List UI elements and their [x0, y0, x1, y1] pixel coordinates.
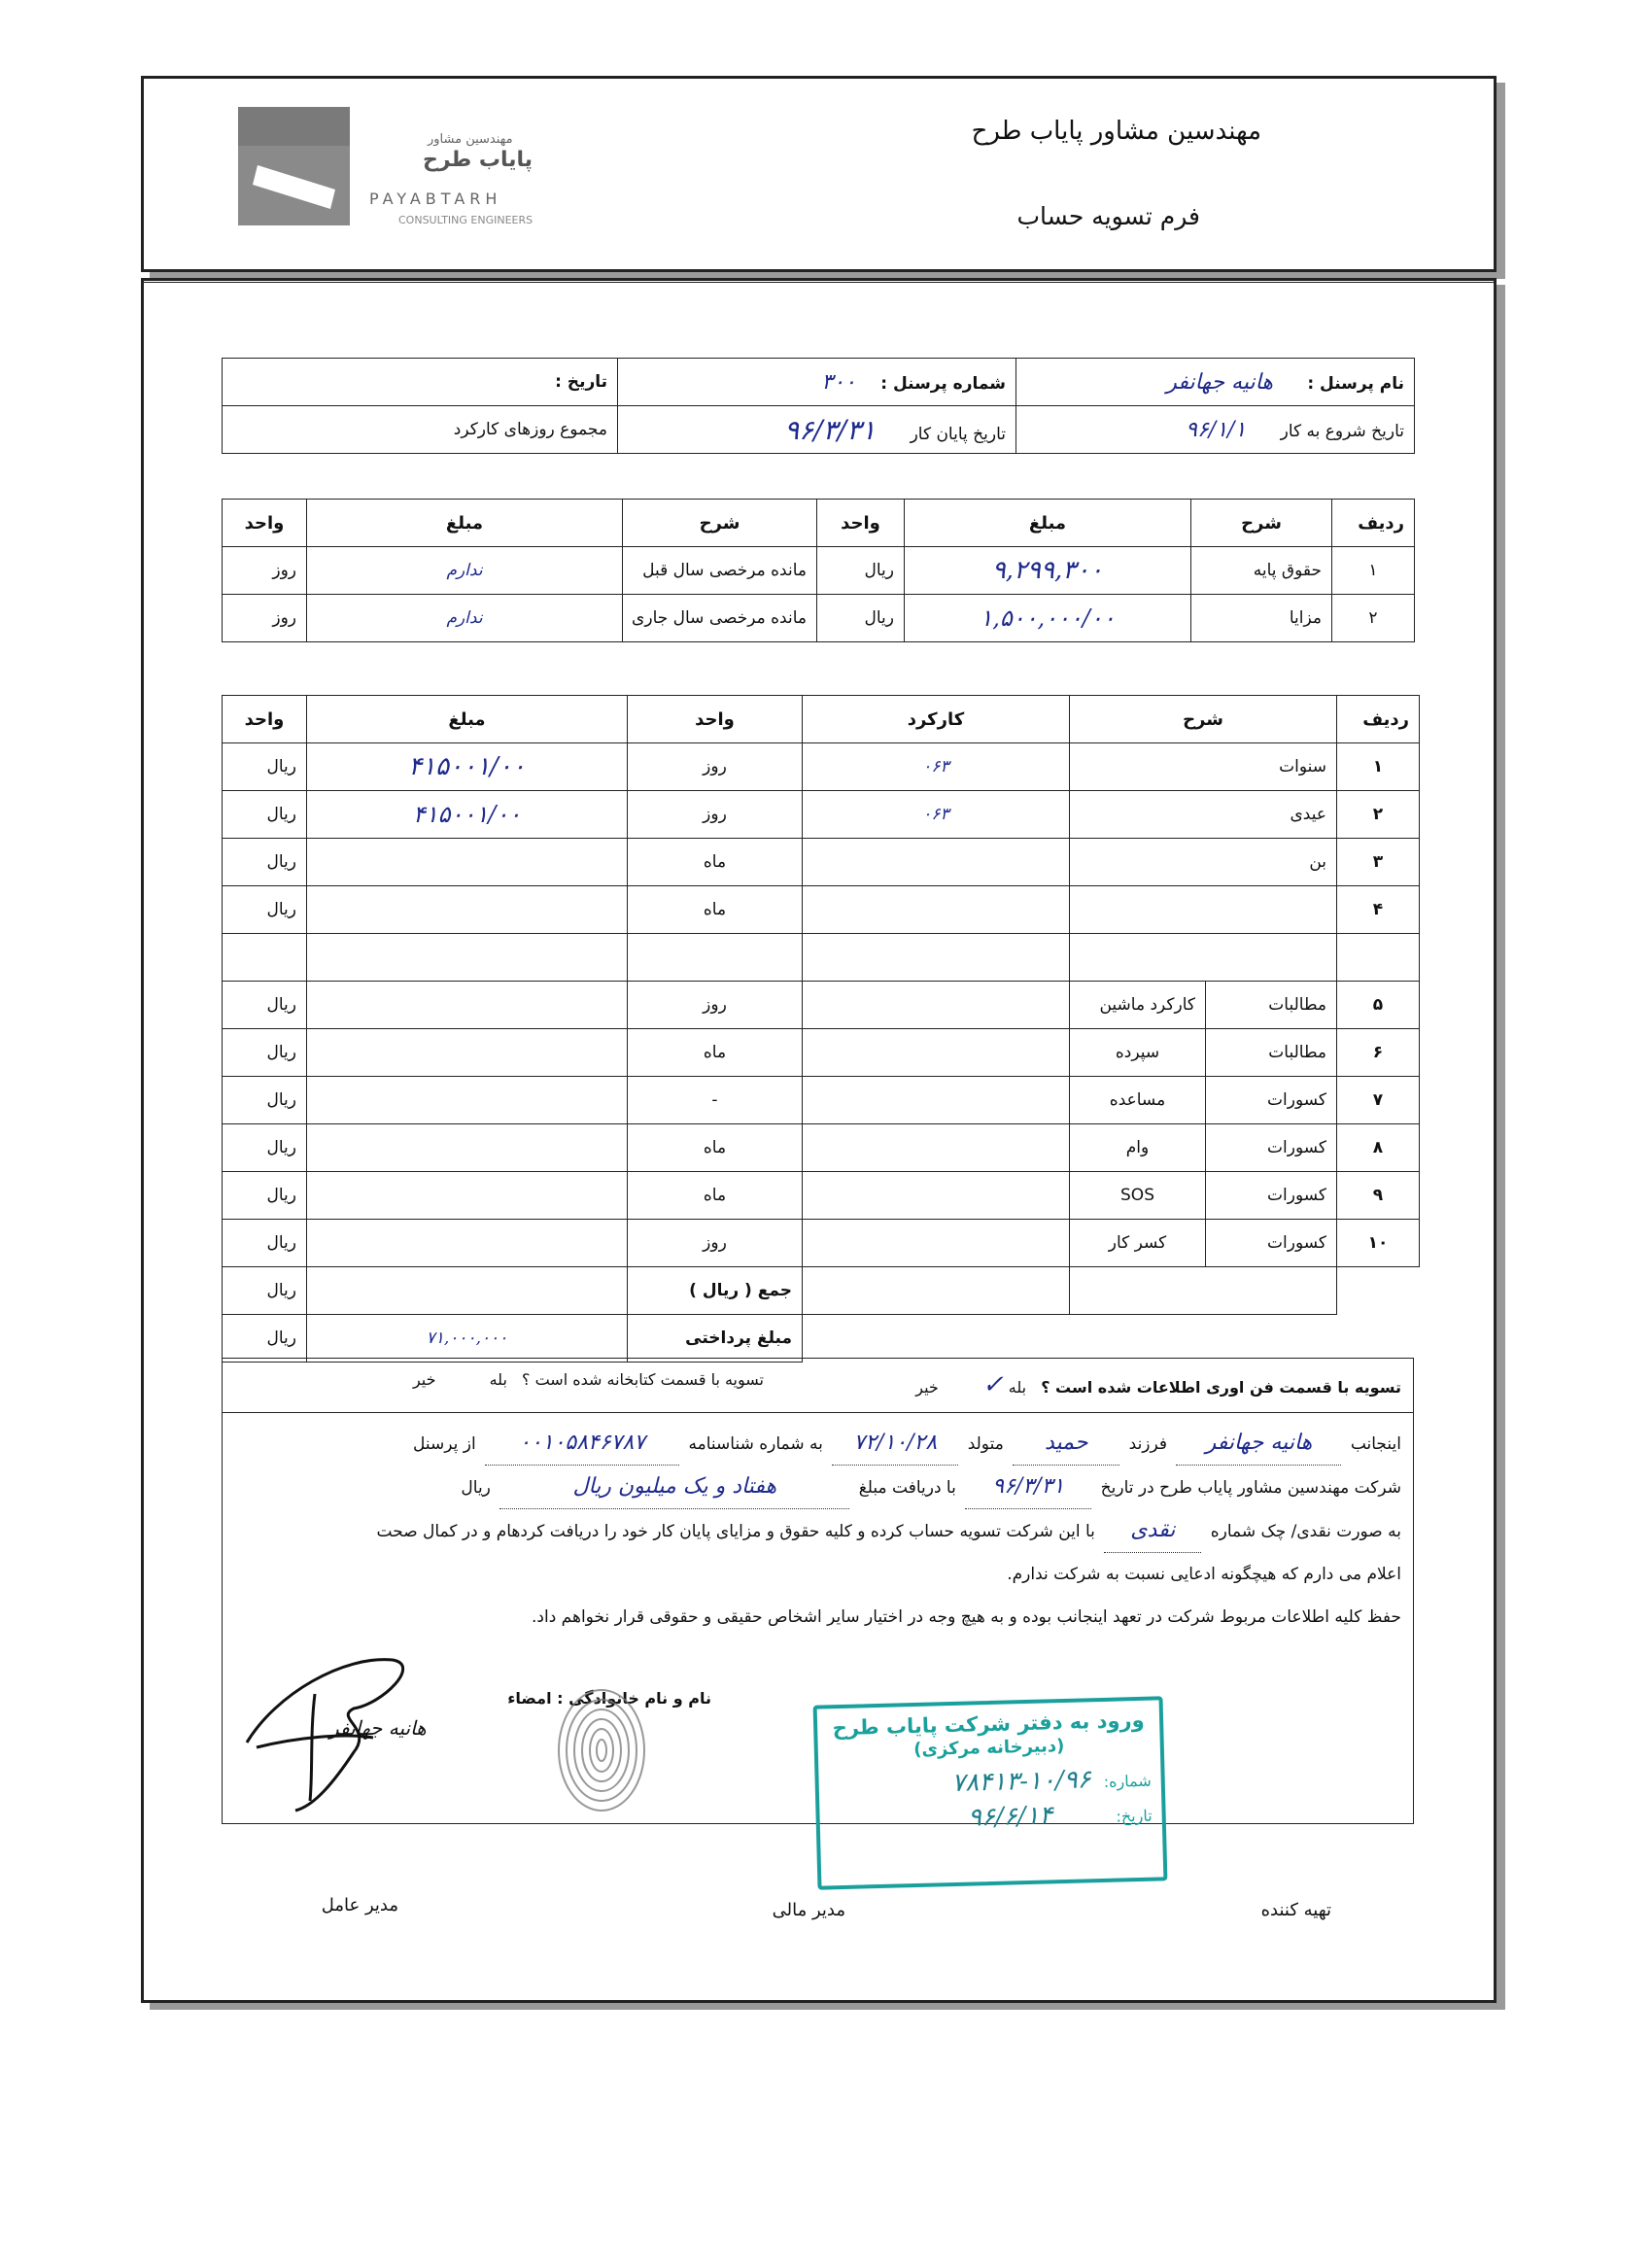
settle-no: ۱: [1337, 743, 1420, 791]
declaration-line-2: [235, 1466, 1401, 1509]
salary-desc: حقوق پایه: [1191, 547, 1332, 595]
settle-unit: -: [628, 1077, 803, 1124]
settlement-split-row: [223, 1124, 1420, 1172]
settle-desc: مساعده: [1070, 1077, 1206, 1124]
salary-h-amount2: مبلغ: [307, 500, 623, 547]
settle-amount: [307, 839, 628, 886]
settle-desc: کارکرد ماشین: [1070, 982, 1206, 1029]
footer-ceo: مدیر عامل: [321, 1895, 398, 1915]
end-date-label: تاریخ پایان کار: [910, 424, 1006, 444]
settle-cat: کسورات: [1206, 1124, 1337, 1172]
settle-no: ۷: [1337, 1077, 1420, 1124]
paid-row: [223, 1315, 1420, 1363]
paid-value: ۷۱,۰۰۰,۰۰۰: [307, 1315, 628, 1363]
salary-amount2: ندارم: [307, 595, 623, 642]
settle-no: ۵: [1337, 982, 1420, 1029]
registry-stamp: [813, 1696, 1168, 1889]
settle-unit2: ریال: [223, 1077, 307, 1124]
tech-yes: بله: [1008, 1378, 1027, 1397]
salary-h-no: ردیف: [1332, 500, 1415, 547]
personnel-date-label: تاریخ :: [555, 372, 607, 392]
decl-l3-b: با این شرکت تسویه حساب کرده و کلیه حقوق و مزایای پایان کار خود را دریافت کردهام و در کمال صحت: [376, 1522, 1095, 1541]
salary-h-unit: واحد: [817, 500, 905, 547]
salary-h-amount: مبلغ: [905, 500, 1191, 547]
settle-no: ۶: [1337, 1029, 1420, 1077]
settlement-table: [222, 695, 1420, 1363]
decl-date-value: ۹۶/۳/۳۱: [965, 1466, 1091, 1509]
salary-unit2: روز: [223, 547, 307, 595]
salary-h-desc: شرح: [1191, 500, 1332, 547]
personnel-name-value: هانیه جهانفر: [1166, 369, 1273, 395]
tech-check-mark: ✓: [981, 1370, 1004, 1399]
settle-unit2: ریال: [223, 791, 307, 839]
logo-en-sub: CONSULTING ENGINEERS: [398, 214, 533, 226]
stamp-number-row: [818, 1764, 1152, 1802]
stamp-date-value: ۹۶/۶/۱۴: [967, 1801, 1053, 1833]
settle-unit2: ریال: [223, 1029, 307, 1077]
company-title: مهندسین مشاور پایاب طرح: [971, 117, 1261, 146]
settlement-split-row: [223, 1172, 1420, 1220]
settle-cat: مطالبات: [1206, 1029, 1337, 1077]
decl-l2-b: با دریافت مبلغ: [858, 1478, 956, 1498]
settle-unit: ماه: [628, 1172, 803, 1220]
settle-unit: ماه: [628, 886, 803, 934]
decl-l3-a: به صورت نقدی/ چک شماره: [1210, 1522, 1401, 1541]
settle-no: ۱۰: [1337, 1220, 1420, 1267]
salary-no: ۱: [1332, 547, 1415, 595]
question-divider: [223, 1412, 1413, 1413]
settle-work: ۰۶۳: [803, 791, 1070, 839]
logo-en-name: PAYABTARH: [369, 190, 502, 208]
settlement-row: [223, 886, 1420, 934]
settle-unit: روز: [628, 791, 803, 839]
decl-cheque-value: نقدی: [1104, 1509, 1201, 1553]
settle-unit2: ریال: [223, 982, 307, 1029]
settlement-row: [223, 791, 1420, 839]
decl-l1-a: اینجانب: [1350, 1434, 1401, 1454]
salary-row: [223, 595, 1415, 642]
settle-no: ۸: [1337, 1124, 1420, 1172]
salary-desc: مزایا: [1191, 595, 1332, 642]
settle-cat: کسورات: [1206, 1220, 1337, 1267]
salary-unit: ریال: [817, 547, 905, 595]
settle-unit2: ریال: [223, 1124, 307, 1172]
stamp-num-label: شماره:: [1103, 1771, 1152, 1791]
settlement-row: [223, 839, 1420, 886]
decl-idno-value: ۰۰۱۰۵۸۴۶۷۸۷: [485, 1422, 679, 1466]
salary-unit: ریال: [817, 595, 905, 642]
salary-h-desc2: شرح: [623, 500, 817, 547]
settle-cat: کسورات: [1206, 1077, 1337, 1124]
settle-unit2: ریال: [223, 743, 307, 791]
settle-h-unit: واحد: [628, 696, 803, 743]
tech-no: خیر: [915, 1378, 939, 1397]
lib-yes: بله: [489, 1370, 507, 1389]
decl-l1-b: فرزند: [1128, 1434, 1168, 1454]
settle-unit: ماه: [628, 1029, 803, 1077]
stamp-line-2: (دبیرخانه مرکزی): [912, 1735, 1065, 1761]
decl-l1-c: متولد: [967, 1434, 1004, 1454]
logo-mark: [238, 107, 350, 225]
logo-mark-icon: [238, 107, 350, 225]
settle-desc: کسر کار: [1070, 1220, 1206, 1267]
sum-label: جمع ( ریال ): [628, 1267, 803, 1315]
tech-question: تسویه با قسمت فن اوری اطلاعات شده است ؟: [1041, 1378, 1401, 1397]
settle-desc: SOS: [1070, 1172, 1206, 1220]
body-frame-top-rule: [144, 282, 1494, 283]
settle-unit: روز: [628, 982, 803, 1029]
settle-unit2: ریال: [223, 1220, 307, 1267]
settle-unit: ماه: [628, 1124, 803, 1172]
settle-no: ۲: [1337, 791, 1420, 839]
decl-amount-value: هفتاد و یک میلیون ریال: [499, 1466, 849, 1509]
personnel-name-cell: [1016, 359, 1415, 406]
settle-desc: وام: [1070, 1124, 1206, 1172]
lib-no: خیر: [412, 1370, 436, 1389]
stamp-date-label: تاریخ:: [1116, 1806, 1153, 1826]
salary-amount2: ندارم: [307, 547, 623, 595]
fingerprint-icon: [553, 1684, 650, 1815]
personnel-table: [222, 358, 1415, 454]
stamp-date-row: [819, 1799, 1153, 1837]
personnel-row-1: [223, 359, 1415, 406]
settle-no: ۴: [1337, 886, 1420, 934]
salary-desc2: مانده مرخصی سال قبل: [623, 547, 817, 595]
salary-h-unit2: واحد: [223, 500, 307, 547]
settlement-row: [223, 743, 1420, 791]
salary-no: ۲: [1332, 595, 1415, 642]
decl-l1-e: از پرسنل: [413, 1434, 476, 1454]
settle-desc: [1070, 886, 1337, 934]
signature-name: هانیه جهانفر: [329, 1716, 427, 1740]
settle-unit: ماه: [628, 839, 803, 886]
declaration-line-5: حفظ کلیه اطلاعات مربوط شرکت در تعهد اینجانب بوده و به هیچ وجه در اختیار سایر اشخاص حقیقی و حقوقی قرار نخواهم داد.: [532, 1607, 1401, 1627]
salary-amount: ۱,۵۰۰,۰۰۰/۰۰: [905, 595, 1191, 642]
salary-header-row: [223, 500, 1415, 547]
settle-amount: ۴۱۵۰۰۱/۰۰: [307, 743, 628, 791]
settle-unit: روز: [628, 1220, 803, 1267]
decl-father-value: حمید: [1013, 1422, 1119, 1466]
settle-desc: سپرده: [1070, 1029, 1206, 1077]
salary-desc2: مانده مرخصی سال جاری: [623, 595, 817, 642]
total-days-label: مجموع روزهای کارکرد: [453, 420, 607, 439]
declaration-text: [235, 1422, 1401, 1639]
stamp-num-value: ۱۰/۹۶-۷۸۴۱۳: [950, 1765, 1091, 1799]
personnel-row-2: [223, 406, 1415, 454]
declaration-box: [222, 1358, 1414, 1833]
company-logo: [238, 107, 588, 233]
personnel-name-label: نام پرسنل :: [1307, 373, 1404, 394]
settle-h-amount: مبلغ: [307, 696, 628, 743]
end-date-cell: [618, 406, 1016, 454]
personnel-id-label: شماره پرسنل :: [880, 373, 1006, 394]
logo-fa-big: پایاب طرح: [423, 148, 533, 172]
decl-l2-c: ریال: [461, 1478, 491, 1498]
settle-work: [803, 886, 1070, 934]
signature-label: نام و نام خانوادگی : امضاء: [507, 1689, 711, 1708]
sum-row: [223, 1267, 1420, 1315]
decl-l1-d: به شماره شناسنامه: [688, 1434, 823, 1454]
settle-amount: ۴۱۵۰۰۱/۰۰: [307, 791, 628, 839]
tech-question-row: [915, 1370, 1401, 1399]
settle-cat: کسورات: [1206, 1172, 1337, 1220]
settle-cat: مطالبات: [1206, 982, 1337, 1029]
personnel-id-value: ۳۰۰: [821, 369, 856, 395]
settlement-split-row: [223, 1220, 1420, 1267]
settlement-split-row: [223, 1029, 1420, 1077]
paid-label: مبلغ پرداختی: [628, 1315, 803, 1363]
salary-unit2: روز: [223, 595, 307, 642]
settle-no: ۳: [1337, 839, 1420, 886]
settle-h-desc: شرح: [1070, 696, 1337, 743]
declaration-line-4: اعلام می دارم که هیچگونه ادعایی نسبت به شرکت ندارم.: [1007, 1565, 1401, 1584]
declaration-line-3: [235, 1509, 1401, 1553]
settle-unit2: ریال: [223, 886, 307, 934]
end-date-value: ۹۶/۳/۳۱: [784, 413, 877, 446]
settle-desc: سنوات: [1070, 743, 1337, 791]
declaration-line-1: [235, 1422, 1401, 1466]
salary-amount: ۹,۲۹۹,۳۰۰: [905, 547, 1191, 595]
footer-preparer: تهیه کننده: [1260, 1900, 1331, 1920]
settle-unit: روز: [628, 743, 803, 791]
settlement-header-row: [223, 696, 1420, 743]
settle-unit2: ریال: [223, 1172, 307, 1220]
settle-h-work: کارکرد: [803, 696, 1070, 743]
settle-h-unit2: واحد: [223, 696, 307, 743]
settle-unit2: ریال: [223, 839, 307, 886]
footer-finance: مدیر مالی: [772, 1900, 845, 1920]
decl-name-value: هانیه جهانفر: [1176, 1422, 1341, 1466]
lib-question-row: [413, 1370, 764, 1389]
settlement-split-row: [223, 982, 1420, 1029]
decl-l2-a: شرکت مهندسین مشاور پایاب طرح در تاریخ: [1100, 1478, 1401, 1498]
start-date-value: ۹۶/۱/۱: [1186, 417, 1247, 442]
personnel-date-cell: [223, 359, 618, 406]
sum-unit: ریال: [223, 1267, 307, 1315]
settle-work: ۰۶۳: [803, 743, 1070, 791]
settle-desc: عیدی: [1070, 791, 1337, 839]
salary-row: [223, 547, 1415, 595]
paid-unit: ریال: [223, 1315, 307, 1363]
form-title: فرم تسویه حساب: [1016, 202, 1200, 230]
settlement-split-row: [223, 1077, 1420, 1124]
personnel-id-cell: [618, 359, 1016, 406]
start-date-label: تاریخ شروع به کار: [1280, 421, 1404, 441]
settle-work: [803, 839, 1070, 886]
total-days-cell: [223, 406, 618, 454]
settle-h-no: ردیف: [1337, 696, 1420, 743]
settlement-empty-row: [223, 934, 1420, 982]
salary-table: [222, 499, 1415, 642]
lib-question: تسویه با قسمت کتابخانه شده است ؟: [522, 1370, 764, 1389]
logo-fa-small: مهندسین مشاور: [428, 132, 513, 147]
settle-amount: [307, 886, 628, 934]
decl-birth-value: ۷۲/۱۰/۲۸: [832, 1422, 958, 1466]
settle-no: ۹: [1337, 1172, 1420, 1220]
stamp-line-1: ورود به دفتر شرکت پایاب طرح: [832, 1708, 1145, 1741]
start-date-cell: [1016, 406, 1415, 454]
settle-desc: بن: [1070, 839, 1337, 886]
